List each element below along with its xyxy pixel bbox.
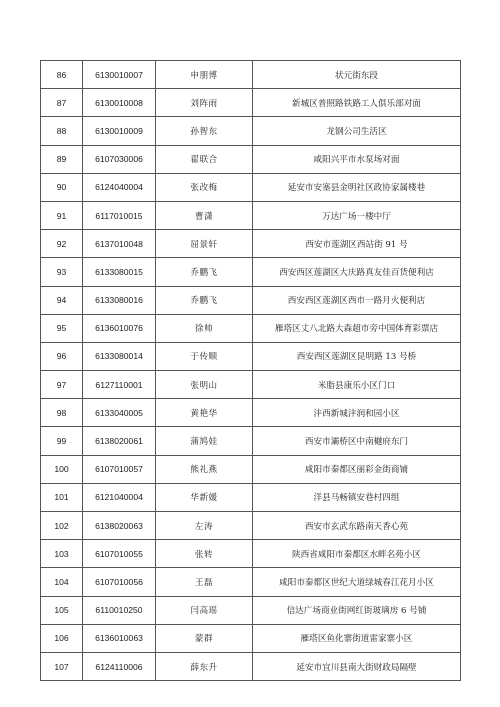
address-cell: 西安市莲湖区西站街 91 号	[253, 230, 461, 258]
outlet-code-cell: 6107010056	[83, 568, 156, 596]
address-cell: 沣西新城沣润和园小区	[253, 399, 461, 427]
row-number-cell: 87	[41, 89, 83, 117]
table-row	[41, 230, 461, 258]
row-number-cell: 96	[41, 342, 83, 370]
table-row	[41, 596, 461, 624]
address-cell: 雁塔区鱼化寨街道雷家寨小区	[253, 624, 461, 652]
address-cell: 状元街东段	[253, 61, 461, 89]
owner-name-cell: 屈景轩	[156, 230, 253, 258]
outlet-code-cell: 6130010007	[83, 61, 156, 89]
address-cell: 咸阳兴平市水泵场对面	[253, 145, 461, 173]
owner-name-cell: 曹潇	[156, 201, 253, 229]
row-number-cell: 97	[41, 371, 83, 399]
row-number-cell: 98	[41, 399, 83, 427]
row-number-cell: 104	[41, 568, 83, 596]
owner-name-cell: 申朋博	[156, 61, 253, 89]
table-row	[41, 314, 461, 342]
owner-name-cell: 王磊	[156, 568, 253, 596]
row-number-cell: 90	[41, 173, 83, 201]
outlet-code-cell: 6117010015	[83, 201, 156, 229]
owner-name-cell: 张改梅	[156, 173, 253, 201]
table-row	[41, 342, 461, 370]
outlet-code-cell: 6133080014	[83, 342, 156, 370]
owner-name-cell: 薛东升	[156, 652, 253, 680]
table-row	[41, 652, 461, 680]
row-number-cell: 101	[41, 483, 83, 511]
table-row	[41, 117, 461, 145]
document-page	[40, 60, 460, 681]
table-body	[41, 61, 461, 681]
owner-name-cell: 乔鹏飞	[156, 286, 253, 314]
address-cell: 西安市玄武东路南天香心苑	[253, 512, 461, 540]
address-cell: 西安西区莲湖区大庆路真友佳百货便利店	[253, 258, 461, 286]
outlet-code-cell: 6121040004	[83, 483, 156, 511]
row-number-cell: 102	[41, 512, 83, 540]
owner-name-cell: 左涛	[156, 512, 253, 540]
address-cell: 西安市灞桥区中南樾府东门	[253, 427, 461, 455]
owner-name-cell: 熊礼燕	[156, 455, 253, 483]
row-number-cell: 91	[41, 201, 83, 229]
owner-name-cell: 蒙群	[156, 624, 253, 652]
owner-name-cell: 华新媛	[156, 483, 253, 511]
table-row	[41, 89, 461, 117]
row-number-cell: 92	[41, 230, 83, 258]
owner-name-cell: 孙智东	[156, 117, 253, 145]
table-row	[41, 145, 461, 173]
row-number-cell: 107	[41, 652, 83, 680]
owner-name-cell: 张转	[156, 540, 253, 568]
outlet-code-cell: 6107030006	[83, 145, 156, 173]
table-row	[41, 201, 461, 229]
table-row	[41, 61, 461, 89]
owner-name-cell: 闫高瑶	[156, 596, 253, 624]
outlet-code-cell: 6124110006	[83, 652, 156, 680]
row-number-cell: 95	[41, 314, 83, 342]
address-cell: 陕西省咸阳市秦都区水畔名苑小区	[253, 540, 461, 568]
table-row	[41, 258, 461, 286]
outlet-code-cell: 6107010055	[83, 540, 156, 568]
address-cell: 龙钢公司生活区	[253, 117, 461, 145]
outlet-code-cell: 6136010063	[83, 624, 156, 652]
row-number-cell: 105	[41, 596, 83, 624]
row-number-cell: 93	[41, 258, 83, 286]
table-row	[41, 427, 461, 455]
address-cell: 信达广场商业街网红街玻璃房 6 号铺	[253, 596, 461, 624]
table-row	[41, 173, 461, 201]
address-cell: 洋县马畅镇安巷村四组	[253, 483, 461, 511]
outlet-code-cell: 6110010250	[83, 596, 156, 624]
row-number-cell: 88	[41, 117, 83, 145]
table-row	[41, 399, 461, 427]
row-number-cell: 89	[41, 145, 83, 173]
row-number-cell: 94	[41, 286, 83, 314]
outlet-code-cell: 6127110001	[83, 371, 156, 399]
row-number-cell: 106	[41, 624, 83, 652]
row-number-cell: 100	[41, 455, 83, 483]
outlet-code-cell: 6133080015	[83, 258, 156, 286]
outlet-table	[40, 60, 461, 681]
owner-name-cell: 翟联合	[156, 145, 253, 173]
address-cell: 咸阳市秦都区世纪大道绿城春江花月小区	[253, 568, 461, 596]
address-cell: 万达广场一楼中厅	[253, 201, 461, 229]
owner-name-cell: 乔鹏飞	[156, 258, 253, 286]
table-row	[41, 540, 461, 568]
outlet-code-cell: 6138020063	[83, 512, 156, 540]
address-cell: 雁塔区丈八北路大森超市旁中国体育彩票店	[253, 314, 461, 342]
outlet-code-cell: 6130010008	[83, 89, 156, 117]
address-cell: 咸阳市秦都区丽彩金街商铺	[253, 455, 461, 483]
table-row	[41, 624, 461, 652]
owner-name-cell: 徐帅	[156, 314, 253, 342]
outlet-code-cell: 6130010009	[83, 117, 156, 145]
address-cell: 西安西区莲湖区西市一路月火便利店	[253, 286, 461, 314]
row-number-cell: 103	[41, 540, 83, 568]
address-cell: 西安西区莲湖区昆明路 13 号桥	[253, 342, 461, 370]
outlet-code-cell: 6133080016	[83, 286, 156, 314]
table-row	[41, 286, 461, 314]
address-cell: 延安市宜川县南大街财政局隔壁	[253, 652, 461, 680]
outlet-code-cell: 6138020061	[83, 427, 156, 455]
owner-name-cell: 刘阵雨	[156, 89, 253, 117]
outlet-code-cell: 6107010057	[83, 455, 156, 483]
outlet-code-cell: 6136010076	[83, 314, 156, 342]
owner-name-cell: 于传顺	[156, 342, 253, 370]
owner-name-cell: 黄艳华	[156, 399, 253, 427]
table-row	[41, 455, 461, 483]
row-number-cell: 99	[41, 427, 83, 455]
address-cell: 延安市安塞县金明社区政协家属楼巷	[253, 173, 461, 201]
table-row	[41, 483, 461, 511]
row-number-cell: 86	[41, 61, 83, 89]
outlet-code-cell: 6133040005	[83, 399, 156, 427]
owner-name-cell: 蒲鸠娃	[156, 427, 253, 455]
address-cell: 米脂县康乐小区门口	[253, 371, 461, 399]
address-cell: 新城区普照路铁路工人俱乐部对面	[253, 89, 461, 117]
outlet-code-cell: 6137010048	[83, 230, 156, 258]
table-row	[41, 371, 461, 399]
owner-name-cell: 张明山	[156, 371, 253, 399]
table-row	[41, 512, 461, 540]
outlet-code-cell: 6124040004	[83, 173, 156, 201]
table-row	[41, 568, 461, 596]
